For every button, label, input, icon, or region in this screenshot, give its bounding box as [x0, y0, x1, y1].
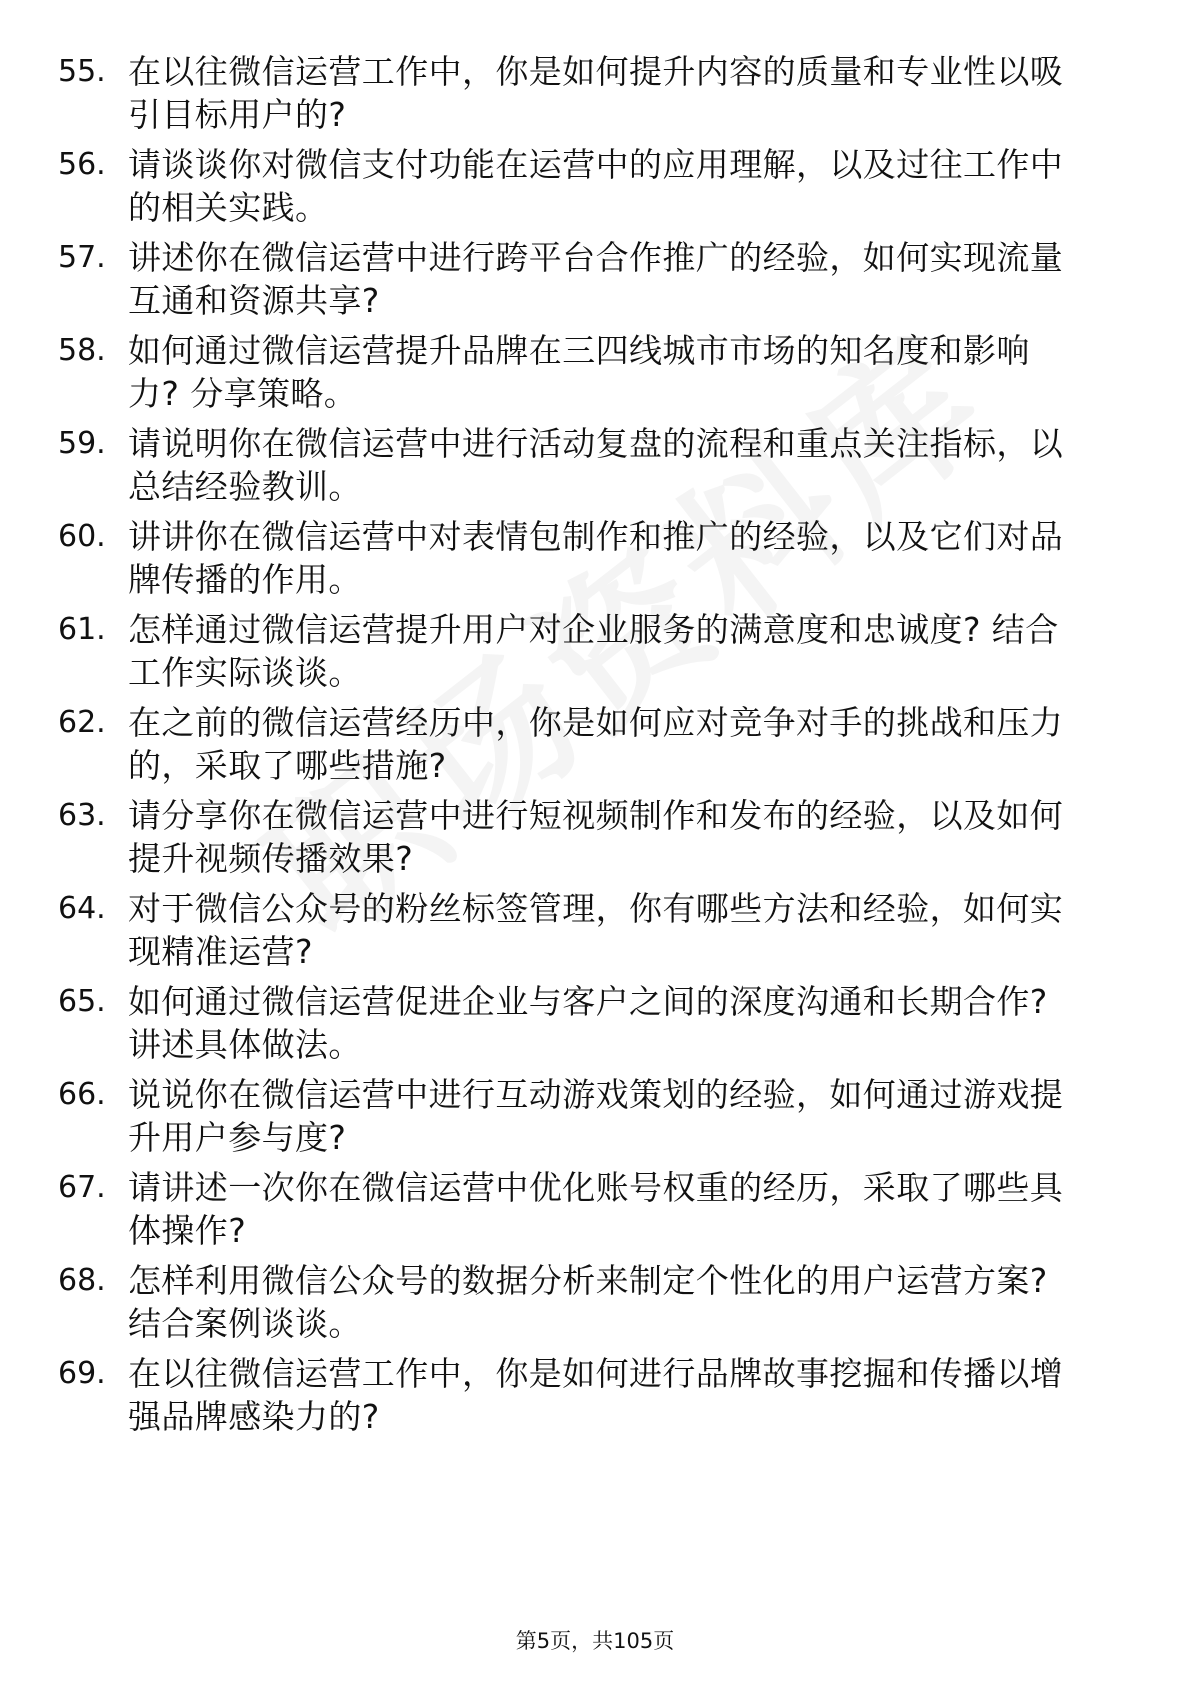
question-text — [128, 1166, 1128, 1252]
question-text-line: 体操作? — [128, 1211, 247, 1250]
question-text — [128, 143, 1128, 229]
question-number: 69. — [58, 1356, 106, 1391]
question-item — [0, 887, 1190, 980]
question-number: 61. — [58, 612, 106, 647]
question-text-line: 提升视频传播效果? — [128, 839, 414, 878]
question-text-line: 的相关实践。 — [128, 188, 329, 227]
question-text — [128, 329, 1128, 415]
question-text — [128, 515, 1128, 601]
question-text — [128, 422, 1128, 508]
question-text-line: 怎样利用微信公众号的数据分析来制定个性化的用户运营方案? — [128, 1261, 1048, 1300]
question-text-line: 讲述你在微信运营中进行跨平台合作推广的经验，如何实现流量 — [128, 238, 1064, 277]
question-item — [0, 980, 1190, 1073]
question-item — [0, 1259, 1190, 1352]
question-number: 57. — [58, 240, 106, 275]
question-item — [0, 143, 1190, 236]
question-text-line: 牌传播的作用。 — [128, 560, 362, 599]
question-number: 55. — [58, 54, 106, 89]
question-item — [0, 422, 1190, 515]
question-number: 56. — [58, 147, 106, 182]
question-text — [128, 50, 1128, 136]
question-text — [128, 608, 1128, 694]
question-item — [0, 1352, 1190, 1445]
question-text — [128, 1352, 1128, 1438]
question-number: 68. — [58, 1263, 106, 1298]
question-text-line: 结合案例谈谈。 — [128, 1304, 362, 1343]
question-item — [0, 701, 1190, 794]
question-text-line: 的，采取了哪些措施? — [128, 746, 447, 785]
question-text — [128, 236, 1128, 322]
question-item — [0, 236, 1190, 329]
question-text — [128, 980, 1128, 1066]
question-item — [0, 515, 1190, 608]
page-footer: 第5页，共105页 — [515, 1629, 675, 1653]
question-number: 63. — [58, 798, 106, 833]
question-text-line: 说说你在微信运营中进行互动游戏策划的经验，如何通过游戏提 — [128, 1075, 1064, 1114]
question-text-line: 请说明你在微信运营中进行活动复盘的流程和重点关注指标，以 — [128, 424, 1064, 463]
question-text-line: 工作实际谈谈。 — [128, 653, 362, 692]
question-text-line: 互通和资源共享? — [128, 281, 380, 320]
question-text-line: 在之前的微信运营经历中，你是如何应对竞争对手的挑战和压力 — [128, 703, 1064, 742]
question-text-line: 对于微信公众号的粉丝标签管理，你有哪些方法和经验，如何实 — [128, 889, 1064, 928]
question-text — [128, 794, 1128, 880]
question-text-line: 如何通过微信运营提升品牌在三四线城市市场的知名度和影响 — [128, 331, 1030, 370]
question-text-line: 力? 分享策略。 — [128, 374, 358, 413]
question-text — [128, 1259, 1128, 1345]
question-text-line: 请谈谈你对微信支付功能在运营中的应用理解，以及过往工作中 — [128, 145, 1064, 184]
question-text — [128, 887, 1128, 973]
question-item — [0, 608, 1190, 701]
question-text — [128, 1073, 1128, 1159]
question-text-line: 讲讲你在微信运营中对表情包制作和推广的经验，以及它们对品 — [128, 517, 1064, 556]
question-item — [0, 1073, 1190, 1166]
question-text-line: 现精准运营? — [128, 932, 313, 971]
question-list — [0, 50, 1190, 1445]
question-number: 62. — [58, 705, 106, 740]
question-number: 66. — [58, 1077, 106, 1112]
question-text-line: 在以往微信运营工作中，你是如何提升内容的质量和专业性以吸 — [128, 52, 1064, 91]
question-text-line: 在以往微信运营工作中，你是如何进行品牌故事挖掘和传播以增 — [128, 1354, 1064, 1393]
question-number: 58. — [58, 333, 106, 368]
question-text-line: 请讲述一次你在微信运营中优化账号权重的经历，采取了哪些具 — [128, 1168, 1064, 1207]
question-text — [128, 701, 1128, 787]
question-text-line: 升用户参与度? — [128, 1118, 347, 1157]
question-number: 59. — [58, 426, 106, 461]
question-item — [0, 1166, 1190, 1259]
question-text-line: 引目标用户的? — [128, 95, 347, 134]
question-text-line: 强品牌感染力的? — [128, 1397, 380, 1436]
question-item — [0, 329, 1190, 422]
question-text-line: 总结经验教训。 — [128, 467, 362, 506]
question-number: 67. — [58, 1170, 106, 1205]
question-item — [0, 794, 1190, 887]
question-text-line: 如何通过微信运营促进企业与客户之间的深度沟通和长期合作? — [128, 982, 1048, 1021]
question-text-line: 请分享你在微信运营中进行短视频制作和发布的经验，以及如何 — [128, 796, 1064, 835]
question-number: 60. — [58, 519, 106, 554]
question-number: 65. — [58, 984, 106, 1019]
question-text-line: 讲述具体做法。 — [128, 1025, 362, 1064]
question-number: 64. — [58, 891, 106, 926]
question-text-line: 怎样通过微信运营提升用户对企业服务的满意度和忠诚度? 结合 — [128, 610, 1059, 649]
question-item — [0, 50, 1190, 143]
